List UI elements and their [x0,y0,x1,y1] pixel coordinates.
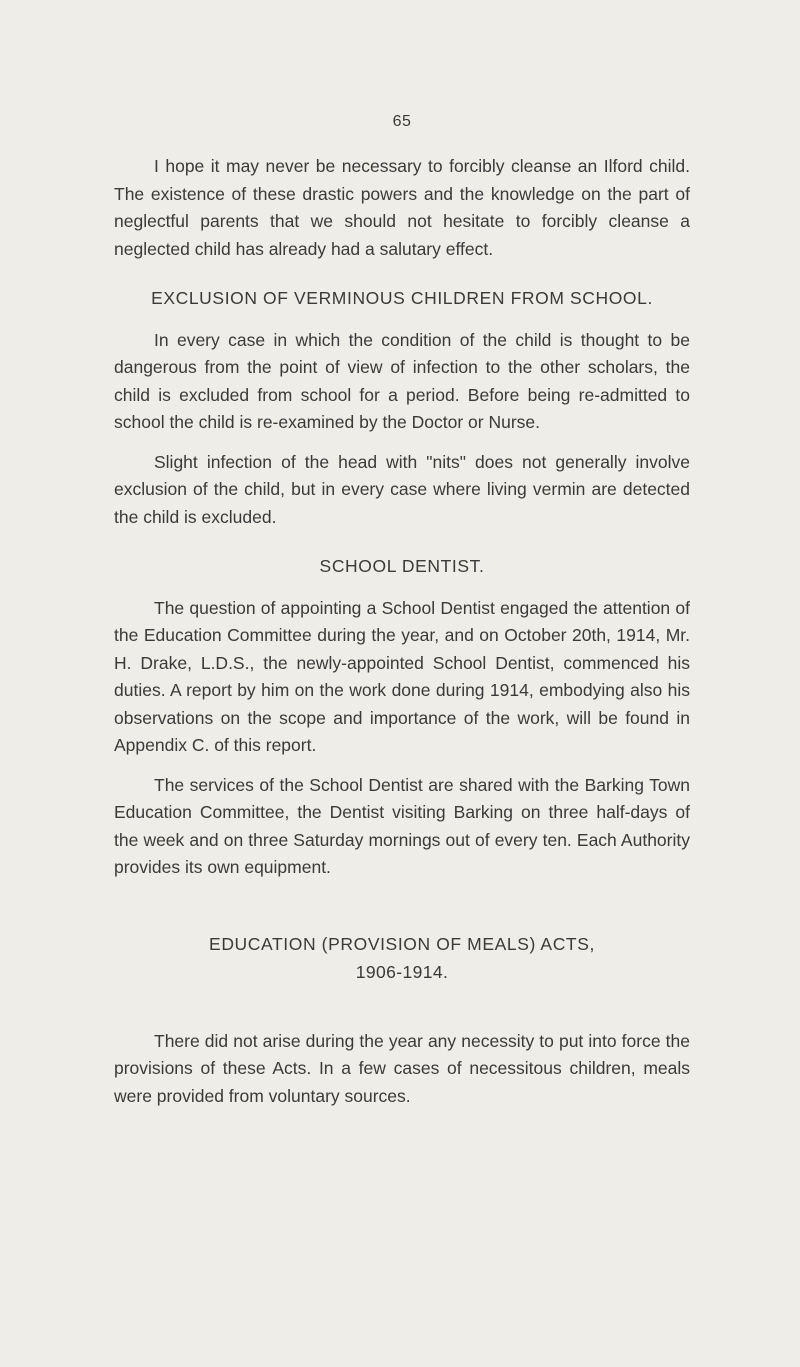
paragraph-dentist-appointment: The question of appointing a School Dentist engaged the attention of the Education Committee during the year, and on October 20th, 1914, Mr. H. Drake, L.D.S., the newly-appointed School Dentist, commenced his duties. A report by him on the work done during 1914, embodying also his observations on the scope and importance of the work, will be found in Appendix C. of this report. [114,597,690,755]
heading-provision-of-meals-years: 1906-1914. [355,961,449,982]
heading-provision-of-meals-acts [114,904,690,1014]
heading-exclusion-verminous-children: EXCLUSION OF VERMINOUS CHILDREN FROM SCHOOL. [151,288,653,308]
paragraph-nits-infection: Slight infection of the head with "nits" does not generally involve exclusion of the child, but in every case where living vermin are detected the child is excluded. [114,451,690,527]
page-number: 65 [392,113,412,130]
paragraph-dentist-shared-services: The services of the School Dentist are shared with the Barking Town Education Committee, the Dentist visiting Barking on three half-days of the week and on three Saturday mornings out of every ten. Each Authority provides its own equipment. [114,774,690,877]
paragraph-forcible-cleansing: I hope it may never be necessary to forcibly cleanse an Ilford child. The existence of these drastic powers and the knowledge on the part of neglectful parents that we should not hesitate to forcibly cleanse a neglected child has already had a salutary effect. [114,156,690,259]
paragraph-exclusion-policy: In every case in which the condition of the child is thought to be dangerous from the point of view of infection to the other scholars, the child is excluded from school for a period. Before being re-admitted to school the child is re-examined by the Doctor or Nurse. [114,329,690,432]
paragraph-meals-provision: There did not arise during the year any necessity to put into force the provisions of these Acts. In a few cases of necessitous children, meals were provided from voluntary sources. [114,1030,690,1106]
document-page [114,113,690,1110]
heading-provision-of-meals-title: EDUCATION (PROVISION OF MEALS) ACTS, [209,934,595,954]
heading-school-dentist: SCHOOL DENTIST. [319,556,485,576]
